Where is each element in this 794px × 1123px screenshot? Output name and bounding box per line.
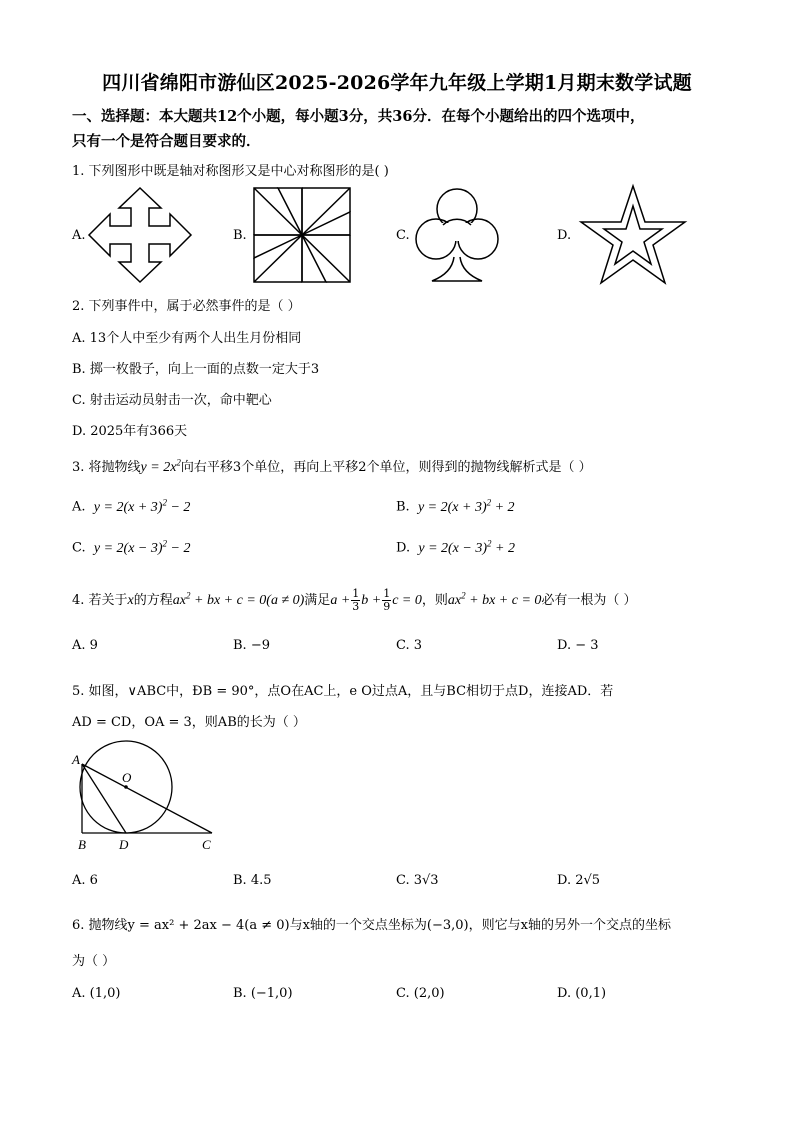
q1-stem: 1. 下列图形中既是轴对称图形又是中心对称图形的是( ) (72, 164, 389, 179)
q1-option-c-label: C. (396, 228, 410, 243)
q6-stem-line1: 6. 抛物线y = ax² + 2ax − 4(a ≠ 0)与x轴的一个交点坐标为(−3,0)，则它与x轴的另外一个交点的坐标 (72, 918, 671, 933)
q1-option-b-label: B. (233, 228, 247, 243)
point-label-c: C (202, 837, 211, 852)
point-label-a: A (72, 752, 80, 767)
q4-option-b: B. −9 (233, 638, 270, 653)
club-shape-figure (414, 187, 500, 283)
q2-option-a: A. 13个人中至少有两个人出生月份相同 (72, 331, 302, 346)
q2-option-d: D. 2025年有366天 (72, 424, 188, 439)
q1-option-a-label: A. (72, 228, 86, 243)
section-heading-line2: 只有一个是符合题目要求的． (72, 133, 261, 150)
point-label-d: D (119, 837, 129, 852)
q5-option-b: B. 4.5 (233, 873, 272, 888)
q5-option-c: C. 3√3 (396, 873, 439, 888)
five-point-star-figure (578, 184, 688, 288)
q3-stem-text-a: 3. 将抛物线 (72, 460, 141, 475)
q2-option-b: B. 掷一枚骰子，向上一面的点数一定大于3 (72, 362, 320, 377)
q3-option-b: B. $y = 2(x + 3)^2 + 2$ (396, 497, 515, 515)
four-arrow-cross-figure (87, 186, 193, 284)
q1-option-d-label: D. (557, 228, 572, 243)
section-heading-line1: 一、选择题：本大题共12个小题，每小题3分，共36分．在每个小题给出的四个选项中， (72, 108, 645, 125)
q6-option-a: A. (1,0) (72, 986, 121, 1001)
q3-stem-text-b: 向右平移3个单位，再向上平移2个单位，则得到的抛物线解析式是（ ） (180, 460, 592, 475)
q5-geometry-figure (72, 752, 222, 852)
q3-option-c: C. $y = 2(x - 3)^2 - 2$ (72, 538, 191, 556)
q2-stem: 2. 下列事件中，属于必然事件的是（ ） (72, 299, 301, 314)
q6-stem-line2: 为（ ） (72, 954, 116, 969)
q2-option-c: C. 射击运动员射击一次，命中靶心 (72, 393, 272, 408)
section-heading (72, 104, 732, 154)
q5-stem-line2: AD = CD，OA = 3，则AB的长为（ ） (72, 715, 306, 730)
q4-stem: 4. 若关于x的方程$ax^2$ + bx + c = 0(a ≠ 0)满足a + $\frac{1}{3}$ b + $\frac{1}{9}$ c = 0，则$ax^2$ + bx + c = 0必有一根为（ ） (72, 587, 637, 613)
q4-option-a: A. 9 (72, 638, 98, 653)
q3-option-d: D. $y = 2(x - 3)^2 + 2$ (396, 538, 515, 556)
q6-option-c: C. (2,0) (396, 986, 445, 1001)
page-title: 四川省绵阳市游仙区2025-2026学年九年级上学期1月期末数学试题 (102, 72, 692, 94)
q5-option-a: A. 6 (72, 873, 98, 888)
q3-stem (72, 456, 592, 476)
q5-stem-line1: 5. 如图，∨ABC中，ÐB = 90°，点O在AC上，e O过点A，且与BC相切于点D，连接AD．若 (72, 684, 614, 699)
point-label-o: O (122, 770, 132, 785)
q4-option-c: C. 3 (396, 638, 423, 653)
q3-option-a: A. $y = 2(x + 3)^2 - 2$ (72, 497, 191, 515)
q6-option-d: D. (0,1) (557, 986, 607, 1001)
q3-stem-equation: $y = 2x^2$ (140, 457, 181, 475)
pinwheel-figure (252, 186, 352, 284)
point-label-b: B (78, 837, 86, 852)
q4-option-d: D. − 3 (557, 638, 599, 653)
q5-option-d: D. 2√5 (557, 873, 601, 888)
q6-option-b: B. (−1,0) (233, 986, 293, 1001)
